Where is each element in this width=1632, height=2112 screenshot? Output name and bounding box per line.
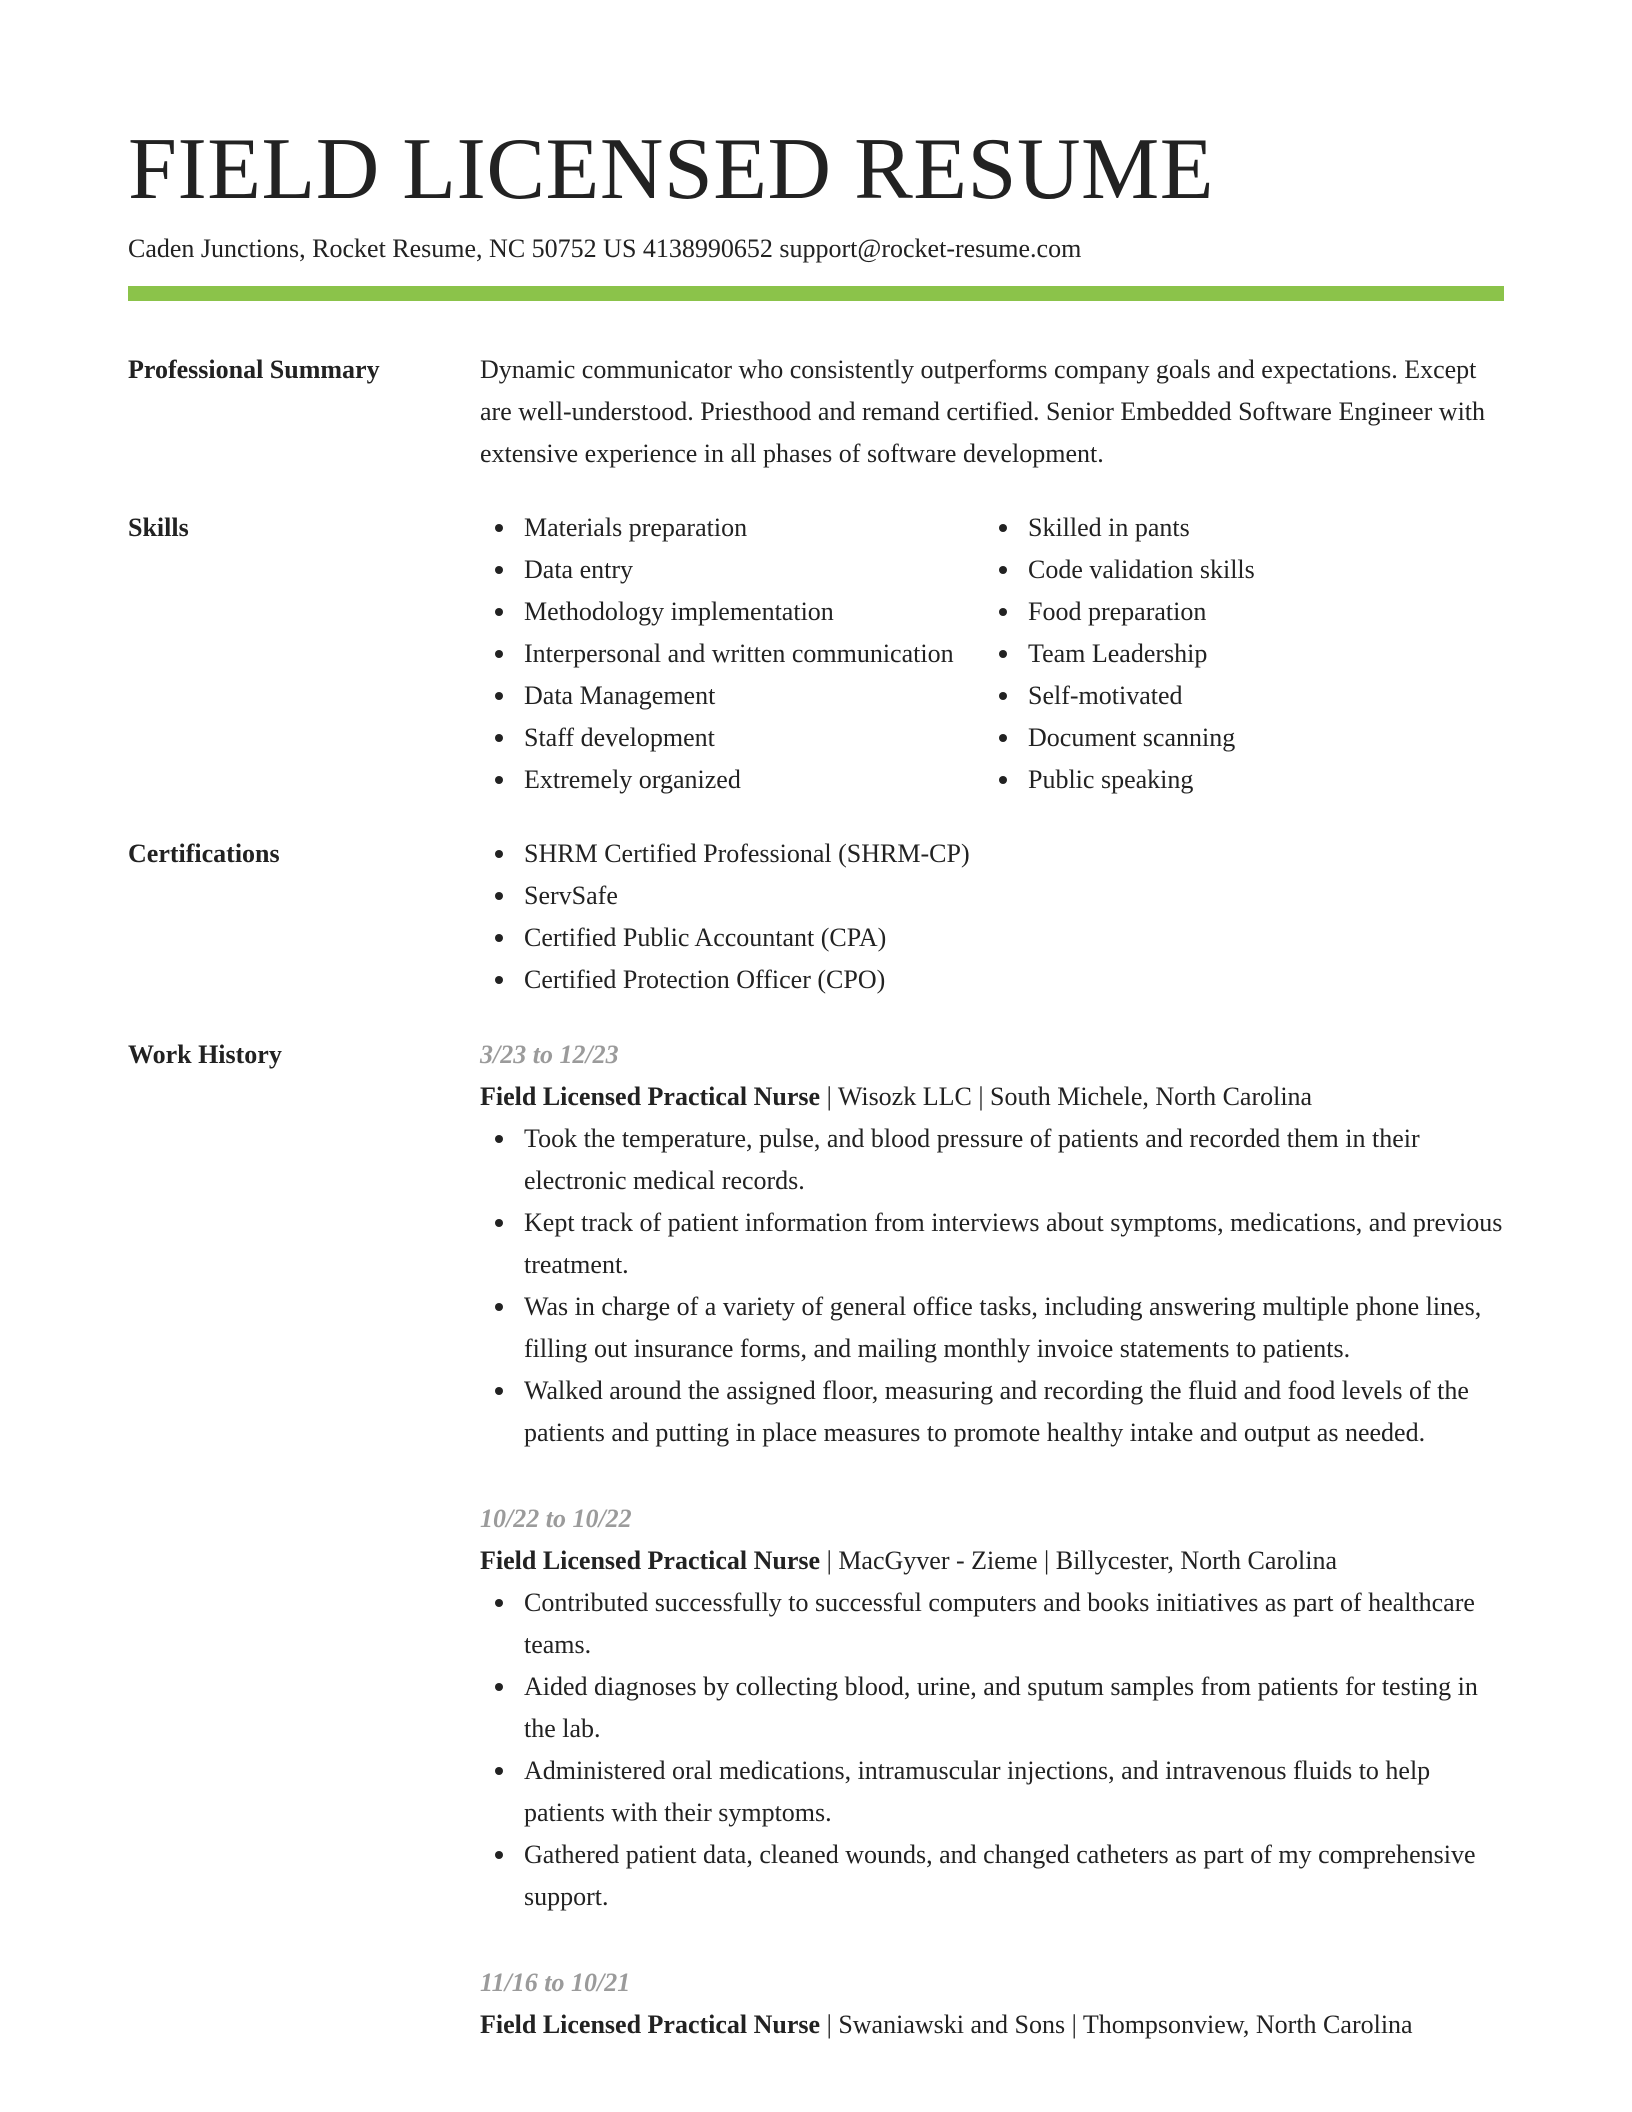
- certifications-label: Certifications: [128, 839, 280, 868]
- certification-item: ServSafe: [480, 875, 1504, 917]
- job-duty: Took the temperature, pulse, and blood pressure of patients and recorded them in their electronic medical records.: [480, 1118, 1504, 1202]
- certification-item: Certified Public Accountant (CPA): [480, 917, 1504, 959]
- skill-item: Code validation skills: [984, 549, 1504, 591]
- certification-item: SHRM Certified Professional (SHRM-CP): [480, 833, 1504, 875]
- job-duty: Gathered patient data, cleaned wounds, and changed catheters as part of my comprehensive support.: [480, 1834, 1504, 1918]
- job-dates: 10/22 to 10/22: [480, 1504, 632, 1533]
- skill-item: Data entry: [480, 549, 984, 591]
- skill-item: Extremely organized: [480, 759, 984, 801]
- work-history-body: [480, 1034, 1504, 2046]
- job-dates: 3/23 to 12/23: [480, 1040, 619, 1069]
- job-title: Field Licensed Practical Nurse: [480, 2010, 821, 2039]
- skill-item: Staff development: [480, 717, 984, 759]
- skill-item: Skilled in pants: [984, 507, 1504, 549]
- job-duty: Aided diagnoses by collecting blood, urine, and sputum samples from patients for testing in the lab.: [480, 1666, 1504, 1750]
- summary-body: [480, 349, 1504, 475]
- header-divider: [128, 286, 1504, 301]
- job-duties-list: [480, 1118, 1504, 1454]
- certifications-list: [480, 833, 1504, 1001]
- job-duty: Contributed successfully to successful computers and books initiatives as part of healthcare teams.: [480, 1582, 1504, 1666]
- skill-item: Public speaking: [984, 759, 1504, 801]
- resume-title: FIELD LICENSED RESUME: [128, 121, 1215, 218]
- summary-text: Dynamic communicator who consistently outperforms company goals and expectations. Except are well-understood. Priesthood and remand certified. Senior Embedded Software Engineer with extensive experience in all phases of software development.: [480, 355, 1486, 468]
- job-duty: Administered oral medications, intramuscular injections, and intravenous fluids to help patients with their symptoms.: [480, 1750, 1504, 1834]
- skills-column-right: [984, 507, 1504, 801]
- skills-column-left: [480, 507, 984, 801]
- job-title: Field Licensed Practical Nurse: [480, 1082, 821, 1111]
- job-heading: [480, 1076, 1504, 1118]
- job-duty: Walked around the assigned floor, measuring and recording the fluid and food levels of the patients and putting in place measures to promote healthy intake and output as needed.: [480, 1370, 1504, 1454]
- job-entry: [480, 1962, 1504, 2046]
- skills-label: Skills: [128, 513, 189, 542]
- certification-item: Certified Protection Officer (CPO): [480, 959, 1504, 1001]
- job-entry: [480, 1498, 1504, 1918]
- skills-columns: [480, 507, 1504, 801]
- job-entry: [480, 1034, 1504, 1454]
- skill-item: Team Leadership: [984, 633, 1504, 675]
- job-duty: Was in charge of a variety of general office tasks, including answering multiple phone lines, filling out insurance forms, and mailing monthly invoice statements to patients.: [480, 1286, 1504, 1370]
- job-details: | MacGyver - Zieme | Billycester, North Carolina: [820, 1546, 1338, 1575]
- job-dates: 11/16 to 10/21: [480, 1968, 631, 1997]
- skills-body: [480, 507, 1504, 801]
- job-details: | Wisozk LLC | South Michele, North Carolina: [820, 1082, 1313, 1111]
- job-details: | Swaniawski and Sons | Thompsonview, North Carolina: [820, 2010, 1413, 2039]
- contact-info: Caden Junctions, Rocket Resume, NC 50752 US 4138990652 support@rocket-resume.com: [128, 234, 1082, 263]
- summary-label: Professional Summary: [128, 355, 380, 384]
- skill-item: Interpersonal and written communication: [480, 633, 984, 675]
- job-title: Field Licensed Practical Nurse: [480, 1546, 821, 1575]
- skill-item: Document scanning: [984, 717, 1504, 759]
- certifications-body: [480, 833, 1504, 1001]
- work-history-label: Work History: [128, 1040, 282, 1069]
- skill-item: Food preparation: [984, 591, 1504, 633]
- job-duties-list: [480, 1582, 1504, 1918]
- skill-item: Data Management: [480, 675, 984, 717]
- job-heading: [480, 2004, 1504, 2046]
- skill-item: Methodology implementation: [480, 591, 984, 633]
- skill-item: Materials preparation: [480, 507, 984, 549]
- job-duty: Kept track of patient information from interviews about symptoms, medications, and previous treatment.: [480, 1202, 1504, 1286]
- job-heading: [480, 1540, 1504, 1582]
- skill-item: Self-motivated: [984, 675, 1504, 717]
